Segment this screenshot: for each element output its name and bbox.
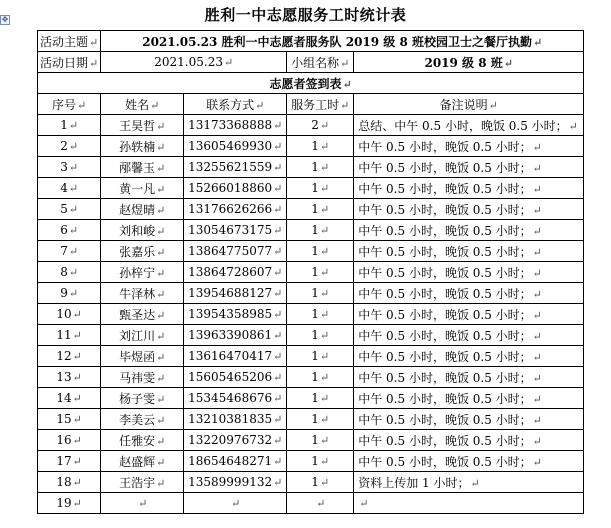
table-row bbox=[38, 493, 584, 514]
cell-hours: 1↵ bbox=[287, 157, 354, 178]
header-name: 姓名↵ bbox=[101, 94, 184, 115]
cell-seq: 18↵ bbox=[38, 472, 101, 493]
cell-phone: 13954688127↵ bbox=[184, 283, 287, 304]
cell-phone: 13954358985↵ bbox=[184, 304, 287, 325]
cell-note: 中午 0.5 小时，晚饭 0.5 小时；↵ bbox=[354, 241, 584, 262]
table-row bbox=[38, 241, 584, 262]
cell-hours: 1↵ bbox=[287, 283, 354, 304]
table-row bbox=[38, 178, 584, 199]
cell-phone: 15266018860↵ bbox=[184, 178, 287, 199]
section-title: 志愿者签到表↵ bbox=[38, 73, 584, 94]
cell-name: 马祎雯↵ bbox=[101, 367, 184, 388]
cell-phone: 13963390861↵ bbox=[184, 325, 287, 346]
cell-phone: 13173368888↵ bbox=[184, 115, 287, 136]
cell-name: 孙轶楠↵ bbox=[101, 136, 184, 157]
cell-note: 中午 0.5 小时，晚饭 0.5 小时；↵ bbox=[354, 346, 584, 367]
header-row bbox=[38, 94, 584, 115]
cell-note: 中午 0.5 小时，晚饭 0.5 小时；↵ bbox=[354, 283, 584, 304]
table-row bbox=[38, 472, 584, 493]
header-note: 备注说明↵ bbox=[354, 94, 584, 115]
cell-phone: 13054673175↵ bbox=[184, 220, 287, 241]
cell-seq: 10↵ bbox=[38, 304, 101, 325]
cell-name: 王昊哲↵ bbox=[101, 115, 184, 136]
cell-seq: 13↵ bbox=[38, 367, 101, 388]
table-row bbox=[38, 388, 584, 409]
cell-hours: 1↵ bbox=[287, 346, 354, 367]
cell-name: 赵煜晴↵ bbox=[101, 199, 184, 220]
cell-phone: 13255621559↵ bbox=[184, 157, 287, 178]
date-label: 活动日期↵ bbox=[38, 52, 101, 73]
cell-note: 中午 0.5 小时，晚饭 0.5 小时；↵ bbox=[354, 430, 584, 451]
cell-hours: 1↵ bbox=[287, 136, 354, 157]
cell-hours: ↵ bbox=[287, 493, 354, 514]
cell-name: 张嘉乐↵ bbox=[101, 241, 184, 262]
table-row bbox=[38, 262, 584, 283]
cell-hours: 1↵ bbox=[287, 472, 354, 493]
cell-seq: 19↵ bbox=[38, 493, 101, 514]
cell-note: 中午 0.5 小时，晚饭 0.5 小时；↵ bbox=[354, 157, 584, 178]
cell-seq: 6↵ bbox=[38, 220, 101, 241]
cell-hours: 1↵ bbox=[287, 220, 354, 241]
cell-phone: 13864775077↵ bbox=[184, 241, 287, 262]
cell-name: 孙梓宁↵ bbox=[101, 262, 184, 283]
cell-hours: 1↵ bbox=[287, 367, 354, 388]
cell-seq: 15↵ bbox=[38, 409, 101, 430]
cell-name: 赵盛辉↵ bbox=[101, 451, 184, 472]
cell-name: 李美云↵ bbox=[101, 409, 184, 430]
date-value: 2021.05.23↵ bbox=[101, 52, 287, 73]
cell-hours: 1↵ bbox=[287, 325, 354, 346]
cell-name: 王浩宇↵ bbox=[101, 472, 184, 493]
date-group-row bbox=[38, 52, 584, 73]
cell-seq: 2↵ bbox=[38, 136, 101, 157]
cell-phone: ↵ bbox=[184, 493, 287, 514]
cell-seq: 8↵ bbox=[38, 262, 101, 283]
cell-name: 杨子雯↵ bbox=[101, 388, 184, 409]
cell-hours: 1↵ bbox=[287, 388, 354, 409]
cell-hours: 1↵ bbox=[287, 451, 354, 472]
cell-phone: 13864728607↵ bbox=[184, 262, 287, 283]
table-row bbox=[38, 325, 584, 346]
cell-phone: 13210381835↵ bbox=[184, 409, 287, 430]
table-row bbox=[38, 220, 584, 241]
cell-name: ↵ bbox=[101, 493, 184, 514]
topic-label: 活动主题↵ bbox=[38, 31, 101, 52]
cell-seq: 5↵ bbox=[38, 199, 101, 220]
table-move-handle-icon[interactable]: ✥ bbox=[1, 15, 9, 24]
section-row bbox=[38, 73, 584, 94]
cell-note: 中午 0.5 小时，晚饭 0.5 小时；↵ bbox=[354, 388, 584, 409]
cell-name: 任雅安↵ bbox=[101, 430, 184, 451]
table-row bbox=[38, 430, 584, 451]
topic-value: 2021.05.23 胜利一中志愿者服务队 2019 级 8 班校园卫士之餐厅执勤↵ bbox=[101, 31, 584, 52]
cell-seq: 11↵ bbox=[38, 325, 101, 346]
cell-name: 黄一凡↵ bbox=[101, 178, 184, 199]
cell-note: 中午 0.5 小时，晚饭 0.5 小时；↵ bbox=[354, 304, 584, 325]
cell-phone: 13616470417↵ bbox=[184, 346, 287, 367]
cell-seq: 4↵ bbox=[38, 178, 101, 199]
cell-hours: 1↵ bbox=[287, 178, 354, 199]
cell-name: 刘江川↵ bbox=[101, 325, 184, 346]
cell-phone: 18654648271↵ bbox=[184, 451, 287, 472]
cell-note: 中午 0.5 小时，晚饭 0.5 小时；↵ bbox=[354, 136, 584, 157]
cell-seq: 9↵ bbox=[38, 283, 101, 304]
cell-seq: 14↵ bbox=[38, 388, 101, 409]
cell-hours: 1↵ bbox=[287, 409, 354, 430]
cell-name: 牛泽林↵ bbox=[101, 283, 184, 304]
table-row bbox=[38, 367, 584, 388]
cell-name: 毕煜函↵ bbox=[101, 346, 184, 367]
cell-seq: 12↵ bbox=[38, 346, 101, 367]
cell-hours: 2↵ bbox=[287, 115, 354, 136]
cell-note: 中午 0.5 小时，晚饭 0.5 小时；↵ bbox=[354, 451, 584, 472]
header-phone: 联系方式↵ bbox=[184, 94, 287, 115]
cell-phone: 13176626266↵ bbox=[184, 199, 287, 220]
cell-name: 甄圣达↵ bbox=[101, 304, 184, 325]
cell-note: 中午 0.5 小时，晚饭 0.5 小时；↵ bbox=[354, 367, 584, 388]
header-seq: 序号↵ bbox=[38, 94, 101, 115]
cell-note: ↵ bbox=[354, 493, 584, 514]
table-row bbox=[38, 451, 584, 472]
document-title: 胜利一中志愿服务工时统计表 bbox=[204, 6, 407, 24]
cell-name: 刘和峻↵ bbox=[101, 220, 184, 241]
volunteer-hours-table bbox=[37, 30, 584, 514]
cell-phone: 15345468676↵ bbox=[184, 388, 287, 409]
cell-hours: 1↵ bbox=[287, 304, 354, 325]
cell-hours: 1↵ bbox=[287, 241, 354, 262]
cell-note: 中午 0.5 小时，晚饭 0.5 小时；↵ bbox=[354, 262, 584, 283]
cell-seq: 1↵ bbox=[38, 115, 101, 136]
cell-hours: 1↵ bbox=[287, 262, 354, 283]
table-row bbox=[38, 136, 584, 157]
group-label: 小组名称↵ bbox=[287, 52, 354, 73]
cell-note: 资料上传加 1 小时；↵ bbox=[354, 472, 584, 493]
cell-name: 邴馨玉↵ bbox=[101, 157, 184, 178]
cell-hours: 1↵ bbox=[287, 430, 354, 451]
cell-phone: 13220976732↵ bbox=[184, 430, 287, 451]
cell-note: 中午 0.5 小时，晚饭 0.5 小时；↵ bbox=[354, 220, 584, 241]
table-row bbox=[38, 304, 584, 325]
topic-row bbox=[38, 31, 584, 52]
table-row bbox=[38, 157, 584, 178]
table-row bbox=[38, 409, 584, 430]
table-row bbox=[38, 199, 584, 220]
cell-seq: 17↵ bbox=[38, 451, 101, 472]
cell-seq: 16↵ bbox=[38, 430, 101, 451]
cell-phone: 13605469930↵ bbox=[184, 136, 287, 157]
cell-seq: 3↵ bbox=[38, 157, 101, 178]
table-row bbox=[38, 283, 584, 304]
table-row bbox=[38, 346, 584, 367]
cell-note: 中午 0.5 小时，晚饭 0.5 小时；↵ bbox=[354, 325, 584, 346]
header-hours: 服务工时↵ bbox=[287, 94, 354, 115]
cell-note: 中午 0.5 小时，晚饭 0.5 小时；↵ bbox=[354, 178, 584, 199]
cell-hours: 1↵ bbox=[287, 199, 354, 220]
cell-seq: 7↵ bbox=[38, 241, 101, 262]
cell-phone: 15605465206↵ bbox=[184, 367, 287, 388]
cell-note: 总结、中午 0.5 小时，晚饭 0.5 小时；↵ bbox=[354, 115, 584, 136]
cell-note: 中午 0.5 小时，晚饭 0.5 小时；↵ bbox=[354, 409, 584, 430]
cell-note: 中午 0.5 小时，晚饭 0.5 小时；↵ bbox=[354, 199, 584, 220]
cell-phone: 13589999132↵ bbox=[184, 472, 287, 493]
group-value: 2019 级 8 班↵ bbox=[354, 52, 584, 73]
table-row bbox=[38, 115, 584, 136]
